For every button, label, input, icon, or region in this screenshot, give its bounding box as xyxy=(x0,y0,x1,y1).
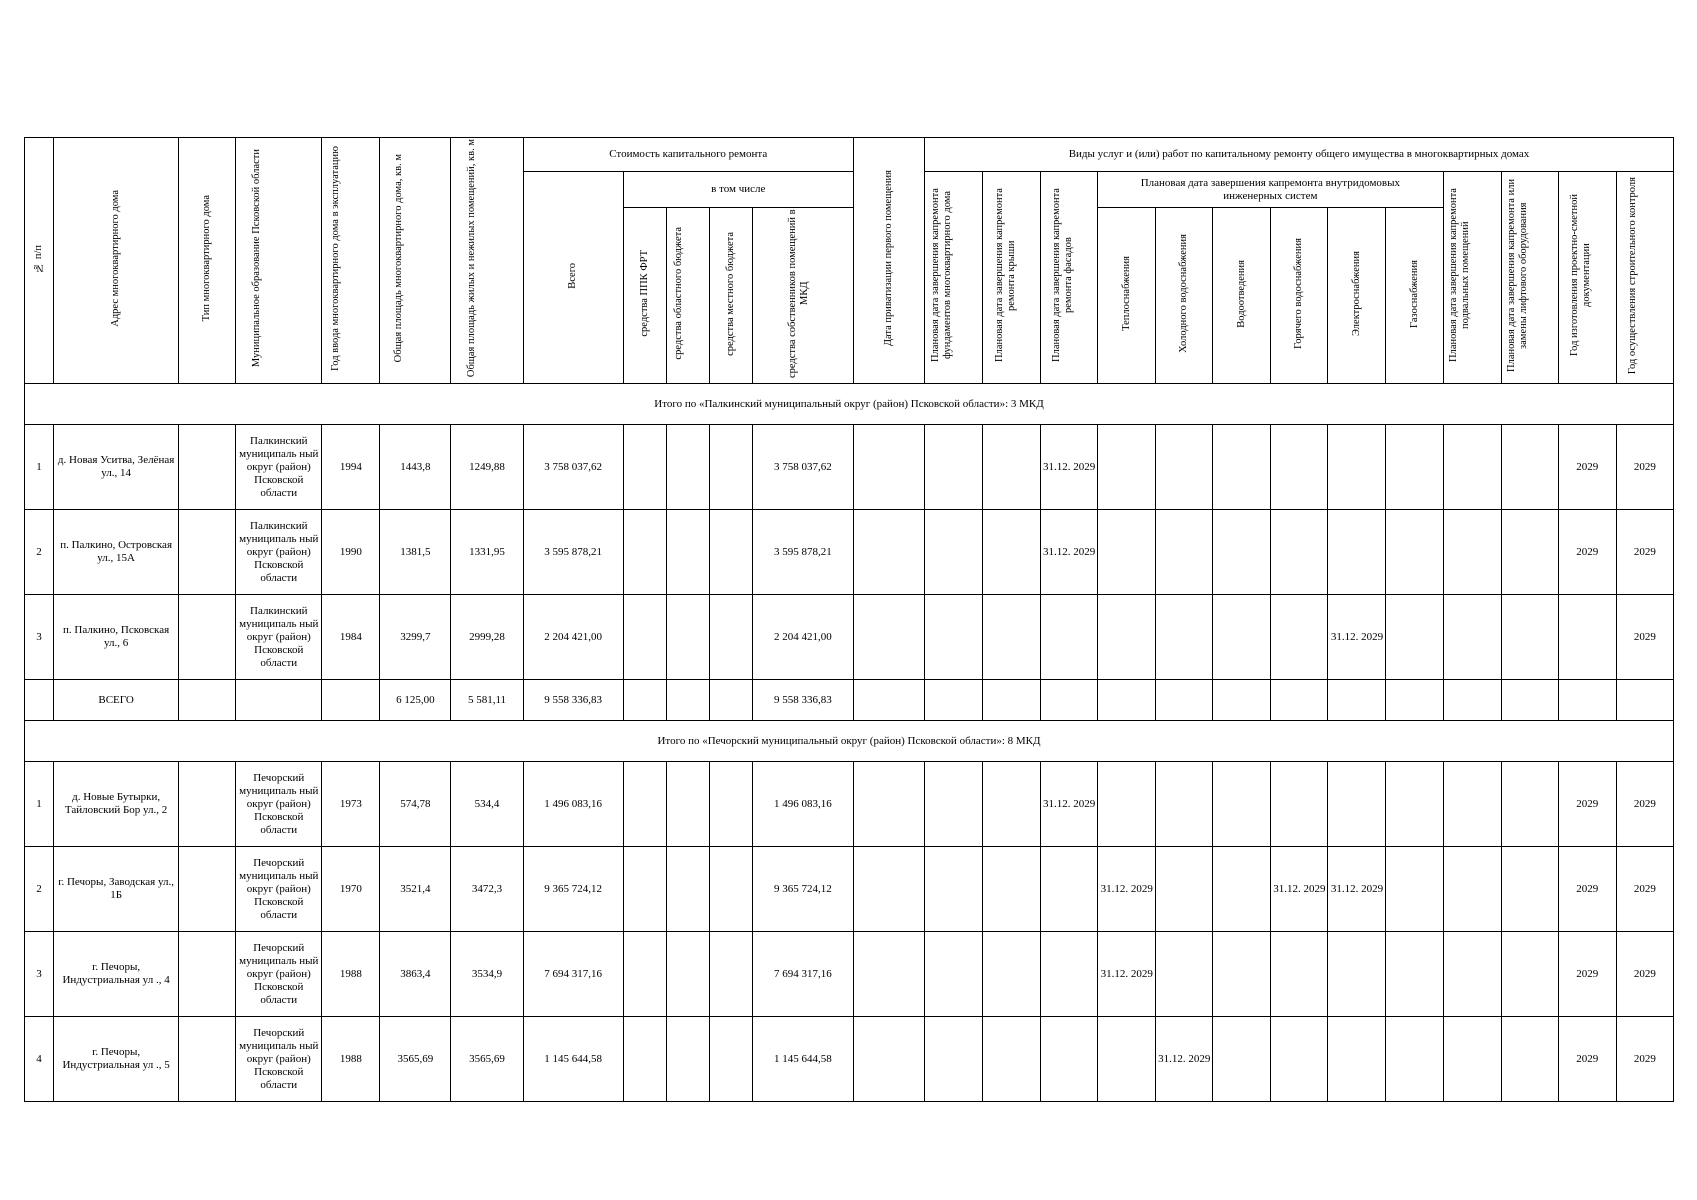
cell-total-area: 3565,69 xyxy=(380,1017,451,1102)
cell-drainage xyxy=(1213,762,1271,847)
cell-foundation xyxy=(924,762,982,847)
cell-regional xyxy=(666,1017,709,1102)
cell-privatization xyxy=(853,932,924,1017)
cell-design-year: 2029 xyxy=(1558,1017,1616,1102)
cell-electricity: 31.12. 2029 xyxy=(1328,595,1386,680)
header-cold-water: Холодного водоснабжения xyxy=(1156,208,1213,384)
cell-roof xyxy=(983,1017,1041,1102)
cell-foundation xyxy=(924,510,982,595)
header-electricity: Электроснабжения xyxy=(1328,208,1386,384)
cell-roof xyxy=(983,932,1041,1017)
cell-address: г. Печоры, Индустриальная ул ., 4 xyxy=(54,932,179,1017)
cell-facade xyxy=(1041,595,1098,680)
cell-year: 1988 xyxy=(322,1017,380,1102)
cell-cold-water xyxy=(1156,425,1213,510)
header-basement: Плановая дата завершения капремонта подвальных помещений xyxy=(1443,172,1501,384)
table-row xyxy=(25,510,1674,595)
cell-electricity: 31.12. 2029 xyxy=(1328,847,1386,932)
cell-foundation xyxy=(924,425,982,510)
cell-elevator xyxy=(1501,847,1558,932)
cell-municipality: Печорский муниципаль ный округ (район) Псковской области xyxy=(236,762,322,847)
cell-foundation xyxy=(924,847,982,932)
cell-roof xyxy=(983,847,1041,932)
cell-basement xyxy=(1443,932,1501,1017)
cell-roof xyxy=(983,510,1041,595)
cell-type xyxy=(179,932,236,1017)
cell-type xyxy=(179,595,236,680)
cell-regional xyxy=(666,425,709,510)
cell-gas xyxy=(1386,425,1443,510)
cell-type xyxy=(179,847,236,932)
cell-basement xyxy=(1443,1017,1501,1102)
cell-hot-water xyxy=(1271,932,1328,1017)
cell-drainage xyxy=(1213,932,1271,1017)
table-row xyxy=(25,1017,1674,1102)
cell-total: 1 145 644,58 xyxy=(523,1017,623,1102)
cell-year: 1990 xyxy=(322,510,380,595)
cell-facade xyxy=(1041,847,1098,932)
cell-cold-water: 31.12. 2029 xyxy=(1156,1017,1213,1102)
cell-roof xyxy=(983,425,1041,510)
cell-total-area: 3863,4 xyxy=(380,932,451,1017)
header-total: Всего xyxy=(523,172,623,384)
cell-municipality: Палкинский муниципаль ный округ (район) Псковской области xyxy=(236,425,322,510)
totals-label: ВСЕГО xyxy=(54,680,179,721)
cell-total: 3 758 037,62 xyxy=(523,425,623,510)
cell-regional xyxy=(666,932,709,1017)
cell-address: п. Палкино, Островская ул., 15А xyxy=(54,510,179,595)
header-roof: Плановая дата завершения капремонта ремонта крыши xyxy=(983,172,1041,384)
cell-hot-water: 31.12. 2029 xyxy=(1271,847,1328,932)
cell-design-year: 2029 xyxy=(1558,510,1616,595)
cell-design-year: 2029 xyxy=(1558,762,1616,847)
cell-num: 2 xyxy=(25,510,54,595)
cell-total-area: 3299,7 xyxy=(380,595,451,680)
cell-num: 1 xyxy=(25,425,54,510)
cell-address: п. Палкино, Псковская ул., 6 xyxy=(54,595,179,680)
cell-heat xyxy=(1098,762,1156,847)
header-including: в том числе xyxy=(623,172,853,208)
cell-privatization xyxy=(853,595,924,680)
cell-basement xyxy=(1443,425,1501,510)
header-heat: Теплоснабжения xyxy=(1098,208,1156,384)
cell-owners: 7 694 317,16 xyxy=(752,932,853,1017)
cell-local xyxy=(709,1017,752,1102)
table-row xyxy=(25,762,1674,847)
header-works-group: Виды услуг и (или) работ по капитальному ремонту общего имущества в многоквартирных домах xyxy=(924,138,1673,172)
cell-address: г. Печоры, Заводская ул., 1Б xyxy=(54,847,179,932)
cell-electricity xyxy=(1328,762,1386,847)
cell-total: 9 365 724,12 xyxy=(523,847,623,932)
header-drainage: Водоотведения xyxy=(1213,208,1271,384)
header-cost-group: Стоимость капитального ремонта xyxy=(523,138,853,172)
cell-cold-water xyxy=(1156,932,1213,1017)
cell-electricity xyxy=(1328,932,1386,1017)
header-regional-budget: средства областного бюджета xyxy=(666,208,709,384)
header-year-built: Год ввода многоквартирного дома в эксплуатацию xyxy=(322,138,380,384)
header-local-budget: средства местного бюджета xyxy=(709,208,752,384)
cell-year: 1988 xyxy=(322,932,380,1017)
cell-total: 3 595 878,21 xyxy=(523,510,623,595)
totals-owners: 9 558 336,83 xyxy=(752,680,853,721)
cell-facade: 31.12. 2029 xyxy=(1041,425,1098,510)
header-hot-water: Горячего водоснабжения xyxy=(1271,208,1328,384)
cell-total: 1 496 083,16 xyxy=(523,762,623,847)
header-total-area: Общая площадь многоквартирного дома, кв. м xyxy=(380,138,451,384)
header-engineering-group: Плановая дата завершения капремонта внутридомовых инженерных систем xyxy=(1098,172,1443,208)
cell-privatization xyxy=(853,762,924,847)
cell-rooms-area: 2999,28 xyxy=(451,595,523,680)
cell-local xyxy=(709,425,752,510)
cell-heat xyxy=(1098,595,1156,680)
cell-municipality: Палкинский муниципаль ный округ (район) Псковской области xyxy=(236,510,322,595)
cell-municipality: Палкинский муниципаль ный округ (район) Псковской области xyxy=(236,595,322,680)
cell-local xyxy=(709,762,752,847)
cell-elevator xyxy=(1501,932,1558,1017)
header-facade: Плановая дата завершения капремонта ремонта фасадов xyxy=(1041,172,1098,384)
cell-facade xyxy=(1041,932,1098,1017)
cell-total-area: 1443,8 xyxy=(380,425,451,510)
cell-ppk xyxy=(623,932,666,1017)
cell-electricity xyxy=(1328,510,1386,595)
cell-num: 2 xyxy=(25,847,54,932)
cell-year: 1973 xyxy=(322,762,380,847)
section-pechory xyxy=(25,721,1674,1102)
cell-address: д. Новая Уситва, Зелёная ул., 14 xyxy=(54,425,179,510)
cell-foundation xyxy=(924,595,982,680)
cell-num: 4 xyxy=(25,1017,54,1102)
cell-type xyxy=(179,425,236,510)
cell-cold-water xyxy=(1156,595,1213,680)
section-title: Итого по «Печорский муниципальный округ (район) Псковской области»: 8 МКД xyxy=(25,721,1674,762)
cell-drainage xyxy=(1213,847,1271,932)
cell-hot-water xyxy=(1271,762,1328,847)
cell-owners: 1 496 083,16 xyxy=(752,762,853,847)
cell-year: 1970 xyxy=(322,847,380,932)
cell-rooms-area: 3565,69 xyxy=(451,1017,523,1102)
cell-electricity xyxy=(1328,425,1386,510)
cell-elevator xyxy=(1501,595,1558,680)
cell-privatization xyxy=(853,847,924,932)
cell-control-year: 2029 xyxy=(1616,510,1673,595)
cell-ppk xyxy=(623,595,666,680)
cell-hot-water xyxy=(1271,1017,1328,1102)
cell-gas xyxy=(1386,932,1443,1017)
cell-rooms-area: 3472,3 xyxy=(451,847,523,932)
cell-local xyxy=(709,932,752,1017)
table-row xyxy=(25,425,1674,510)
cell-total: 7 694 317,16 xyxy=(523,932,623,1017)
cell-basement xyxy=(1443,847,1501,932)
cell-facade: 31.12. 2029 xyxy=(1041,510,1098,595)
cell-control-year: 2029 xyxy=(1616,425,1673,510)
cell-type xyxy=(179,510,236,595)
header-type: Тип многоквартирного дома xyxy=(179,138,236,384)
cell-hot-water xyxy=(1271,425,1328,510)
header-design-year: Год изготовления проектно-сметной документации xyxy=(1558,172,1616,384)
cell-address: г. Печоры, Индустриальная ул ., 5 xyxy=(54,1017,179,1102)
cell-control-year: 2029 xyxy=(1616,1017,1673,1102)
cell-control-year: 2029 xyxy=(1616,762,1673,847)
cell-gas xyxy=(1386,847,1443,932)
cell-privatization xyxy=(853,425,924,510)
header-owners-funds: средства собственников помещений в МКД xyxy=(752,208,853,384)
cell-rooms-area: 534,4 xyxy=(451,762,523,847)
cell-drainage xyxy=(1213,510,1271,595)
cell-design-year: 2029 xyxy=(1558,932,1616,1017)
cell-basement xyxy=(1443,762,1501,847)
cell-heat xyxy=(1098,425,1156,510)
cell-heat: 31.12. 2029 xyxy=(1098,932,1156,1017)
header-municipality: Муниципальное образование Псковской области xyxy=(236,138,322,384)
cell-hot-water xyxy=(1271,595,1328,680)
cell-rooms-area: 3534,9 xyxy=(451,932,523,1017)
table-row xyxy=(25,847,1674,932)
cell-ppk xyxy=(623,425,666,510)
cell-elevator xyxy=(1501,425,1558,510)
header-ppk-frt: средства ППК ФРТ xyxy=(623,208,666,384)
cell-regional xyxy=(666,595,709,680)
cell-privatization xyxy=(853,510,924,595)
totals-row xyxy=(25,680,1674,721)
cell-num: 3 xyxy=(25,595,54,680)
cell-foundation xyxy=(924,932,982,1017)
cell-owners: 1 145 644,58 xyxy=(752,1017,853,1102)
cell-year: 1994 xyxy=(322,425,380,510)
header-privatization-date: Дата приватизации первого помещения xyxy=(853,138,924,384)
cell-roof xyxy=(983,595,1041,680)
cell-local xyxy=(709,595,752,680)
header-address: Адрес многоквартирного дома xyxy=(54,138,179,384)
cell-drainage xyxy=(1213,595,1271,680)
cell-owners: 3 758 037,62 xyxy=(752,425,853,510)
cell-drainage xyxy=(1213,425,1271,510)
cell-ppk xyxy=(623,510,666,595)
cell-rooms-area: 1331,95 xyxy=(451,510,523,595)
cell-local xyxy=(709,847,752,932)
cell-num: 3 xyxy=(25,932,54,1017)
cell-cold-water xyxy=(1156,510,1213,595)
cell-regional xyxy=(666,762,709,847)
header-control-year: Год осуществления строительного контроля xyxy=(1616,172,1673,384)
header-foundation: Плановая дата завершения капремонта фундаментов многоквартирного дома xyxy=(924,172,982,384)
totals-total: 9 558 336,83 xyxy=(523,680,623,721)
cell-municipality: Печорский муниципаль ный округ (район) Псковской области xyxy=(236,847,322,932)
cell-facade xyxy=(1041,1017,1098,1102)
cell-elevator xyxy=(1501,762,1558,847)
cell-privatization xyxy=(853,1017,924,1102)
cell-drainage xyxy=(1213,1017,1271,1102)
cell-regional xyxy=(666,510,709,595)
section-title: Итого по «Палкинский муниципальный округ (район) Псковской области»: 3 МКД xyxy=(25,384,1674,425)
cell-cold-water xyxy=(1156,762,1213,847)
cell-basement xyxy=(1443,595,1501,680)
cell-gas xyxy=(1386,510,1443,595)
table-row xyxy=(25,595,1674,680)
cell-facade: 31.12. 2029 xyxy=(1041,762,1098,847)
cell-owners: 9 365 724,12 xyxy=(752,847,853,932)
header-num: № п/п xyxy=(25,138,54,384)
cell-address: д. Новые Бутырки, Тайловский Бор ул., 2 xyxy=(54,762,179,847)
cell-ppk xyxy=(623,847,666,932)
cell-regional xyxy=(666,847,709,932)
cell-local xyxy=(709,510,752,595)
cell-gas xyxy=(1386,1017,1443,1102)
totals-total-area: 6 125,00 xyxy=(380,680,451,721)
cell-municipality: Печорский муниципаль ный округ (район) Псковской области xyxy=(236,932,322,1017)
cell-type xyxy=(179,1017,236,1102)
cell-heat xyxy=(1098,1017,1156,1102)
cell-control-year: 2029 xyxy=(1616,932,1673,1017)
cell-foundation xyxy=(924,1017,982,1102)
cell-electricity xyxy=(1328,1017,1386,1102)
cell-rooms-area: 1249,88 xyxy=(451,425,523,510)
cell-control-year: 2029 xyxy=(1616,595,1673,680)
table-row xyxy=(25,932,1674,1017)
cell-year: 1984 xyxy=(322,595,380,680)
cell-design-year: 2029 xyxy=(1558,425,1616,510)
totals-rooms-area: 5 581,11 xyxy=(451,680,523,721)
table-header xyxy=(25,138,1674,384)
header-gas: Газоснабжения xyxy=(1386,208,1443,384)
header-rooms-area: Общая площадь жилых и нежилых помещений, кв. м xyxy=(451,138,523,384)
cell-hot-water xyxy=(1271,510,1328,595)
cell-gas xyxy=(1386,595,1443,680)
section-palkino xyxy=(25,384,1674,721)
cell-total-area: 574,78 xyxy=(380,762,451,847)
cell-type xyxy=(179,762,236,847)
cell-heat xyxy=(1098,510,1156,595)
capital-repair-table xyxy=(24,137,1674,1102)
cell-heat: 31.12. 2029 xyxy=(1098,847,1156,932)
cell-total: 2 204 421,00 xyxy=(523,595,623,680)
cell-elevator xyxy=(1501,1017,1558,1102)
cell-control-year: 2029 xyxy=(1616,847,1673,932)
cell-elevator xyxy=(1501,510,1558,595)
cell-design-year: 2029 xyxy=(1558,847,1616,932)
cell-owners: 2 204 421,00 xyxy=(752,595,853,680)
cell-gas xyxy=(1386,762,1443,847)
cell-total-area: 1381,5 xyxy=(380,510,451,595)
cell-ppk xyxy=(623,762,666,847)
cell-ppk xyxy=(623,1017,666,1102)
cell-cold-water xyxy=(1156,847,1213,932)
header-elevator: Плановая дата завершения капремонта или замены лифтового оборудования xyxy=(1501,172,1558,384)
cell-municipality: Печорский муниципаль ный округ (район) Псковской области xyxy=(236,1017,322,1102)
cell-num: 1 xyxy=(25,762,54,847)
cell-roof xyxy=(983,762,1041,847)
cell-owners: 3 595 878,21 xyxy=(752,510,853,595)
cell-total-area: 3521,4 xyxy=(380,847,451,932)
cell-design-year xyxy=(1558,595,1616,680)
cell-basement xyxy=(1443,510,1501,595)
